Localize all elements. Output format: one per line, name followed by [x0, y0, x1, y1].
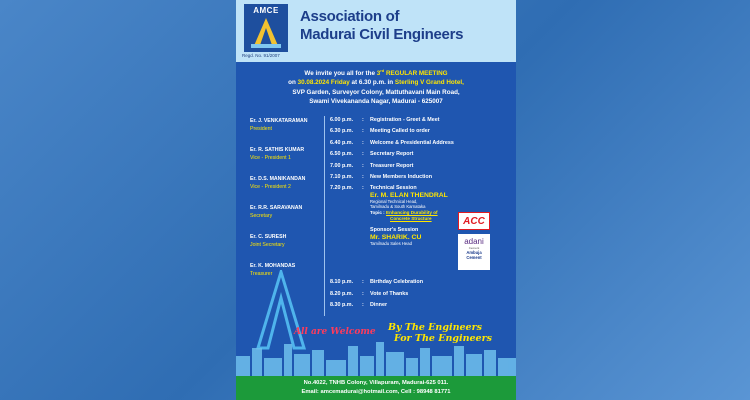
officer-entry: Er. D.S. MANIKANDAN Vice - President 2 [250, 176, 306, 190]
officer-entry: Er. J. VENKATARAMAN President [250, 118, 308, 132]
motto-text: By The Engineers For The Engineers [388, 322, 492, 344]
flyer-header [236, 0, 516, 62]
office-bearers [250, 118, 330, 292]
welcome-text: All are Welcome [294, 327, 376, 337]
agenda-item: 6.00 p.m. : Registration - Greet & Meet [330, 117, 440, 123]
agenda-item: 7.00 p.m. : Treasurer Report [330, 162, 414, 169]
meeting-flyer [236, 0, 516, 400]
agenda-item: 8.20 p.m. : Vote of Thanks [330, 290, 409, 297]
sponsor-speaker-name: Mr. SHARIK. CU [370, 234, 422, 242]
city-skyline [236, 338, 516, 376]
association-title: Association of Madurai Civil Engineers [300, 8, 464, 43]
invitation-text: We invite you all for the 3rd REGULAR MEETING on 30.08.2024 Friday at 6.30 p.m. in Sterling V Grand Hotel, SVP Garden, Surveyor Colony, Mattuthavani Main Road, Swami Vivekananda Nagar, Madurai - 625007 [288, 68, 464, 105]
divider-line [324, 116, 325, 316]
agenda-item: 8.10 p.m. : Birthday Celebration [330, 279, 424, 286]
contact-footer: No.4022, TNHB Colony, Villapuram, Madurai-625 011. Email: amcemadurai@hotmail.com, Cell : 98948 81771 [236, 376, 516, 400]
technical-session: 7.20 p.m. : Technical Session Er. M. ELAN THENDRAL Regional Technical Head, Tamilnadu & South Karnataka Topic : Enhancing Durability of Concrete Structure Sponsor's Session Mr. SHARIK. CU Tamilnadu Sales Head [330, 185, 448, 247]
officer-entry: Er. C. SURESH Joint Secretary [250, 234, 287, 248]
agenda-item: 8.30 p.m. : Dinner [330, 302, 388, 309]
officer-entry: Er. K. MOHANDAS Treasurer [250, 263, 296, 277]
speaker-name: Er. M. ELAN THENDRAL [370, 192, 448, 200]
agenda-item: 6.40 p.m. : Welcome & Presidential Address [330, 139, 454, 146]
registration-number: Regd. No. 91/2007 [242, 53, 280, 58]
tower-icon [249, 16, 283, 50]
agenda-item: 6.30 p.m. : Meeting Called to order [330, 128, 430, 135]
logo-text: AMCE [253, 6, 279, 15]
acc-logo: ACC [458, 212, 490, 230]
agenda-item: 7.10 p.m. : New Members Induction [330, 173, 433, 180]
officer-entry: Er. R. SATHIS KUMAR Vice - President 1 [250, 147, 305, 161]
officer-entry: Er. R.R. SARAVANAN Secretary [250, 205, 303, 219]
session-topic: Topic : Enhancing Durability of [370, 210, 438, 216]
adani-ambuja-logo: adani Cement Ambuja Cement [458, 234, 490, 270]
agenda-item: 6.50 p.m. : Secretary Report [330, 151, 414, 158]
amce-logo [244, 4, 288, 52]
